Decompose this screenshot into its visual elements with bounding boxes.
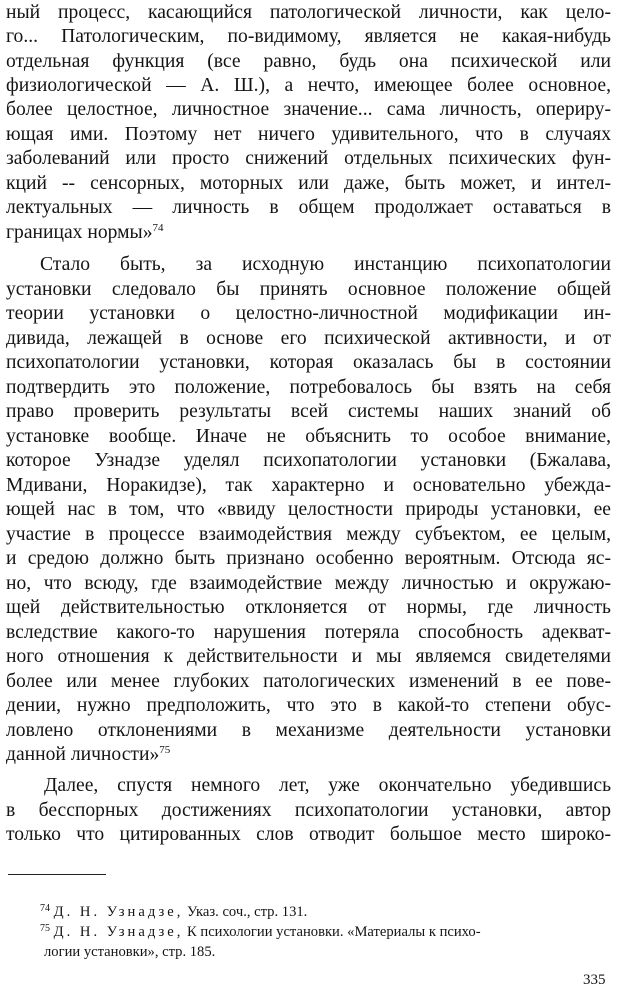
text-line: кций -- сенсорных, моторных или даже, быть может, и интел- [6, 173, 611, 194]
text-line: и средою должно быть признано особенно вероятным. Отсюда яс- [6, 548, 611, 569]
text-line-last [6, 744, 611, 766]
footnote-author: Д. Н. Узнадзе, [53, 904, 184, 920]
text-line: отдельная функция (все равно, будь она психической или [6, 51, 611, 72]
text-line: установки следовало бы принять основное положение общей [6, 279, 611, 300]
text-line: щей действительностью отклоняется от нормы, где личность [6, 597, 611, 618]
footnote-75 [40, 923, 481, 941]
text-fragment: данной личности» [6, 744, 160, 765]
footnote-text: К психологии установки. «Материалы к психо- [187, 924, 481, 940]
text-line: теории установки о целостно-личностной модификации ин- [6, 303, 611, 324]
footnote-text: Указ. соч., стр. 131. [187, 904, 308, 920]
text-line: дении, нужно предположить, что это в какой-то степени обус- [6, 695, 611, 716]
text-line: которое Узнадзе уделял психопатологии установки (Бжалава, [6, 450, 611, 471]
text-line: вследствие какого-то нарушения потеряла способность адекват- [6, 622, 611, 643]
footnote-75-continuation: логии установки», стр. 185. [44, 944, 216, 960]
text-line: Мдивани, Норакидзе), так характерно и основательно убежда- [6, 475, 611, 496]
footnote-author: Д. Н. Узнадзе, [53, 924, 184, 940]
footnote-number: 74 [40, 903, 50, 914]
text-line: более или менее глубоких патологических изменений в ее пове- [6, 671, 611, 692]
text-fragment: границах нормы» [6, 222, 153, 243]
text-line: более целостное, личностное значение... сама личность, опериру- [6, 99, 611, 120]
text-line: установке вообще. Иначе не объяснить то особое внимание, [6, 426, 611, 447]
text-line: ющая ими. Поэтому нет ничего удивительного, что в случаях [6, 124, 611, 145]
text-line: ловлено отклонениями в механизме деятельности установки [6, 720, 611, 741]
footnote-74 [40, 903, 307, 921]
text-line: лектуальных — личность в общем продолжает оставаться в [6, 197, 611, 218]
page-number: 335 [583, 972, 606, 988]
text-line: психопатологии установки, которая оказалась бы в состоянии [6, 352, 611, 373]
text-line-last [6, 222, 611, 244]
text-line: право проверить результаты всей системы наших знаний об [6, 401, 611, 422]
text-line: Далее, спустя немного лет, уже окончательно убедившись [44, 775, 611, 796]
text-line: только что цитированных слов отводит большое место широко- [6, 824, 611, 845]
footnote-divider [8, 874, 106, 875]
text-line: но, что всюду, где взаимодействие между личностью и окружаю- [6, 573, 611, 594]
footnote-number: 75 [40, 923, 50, 934]
text-line: дивида, лежащей в основе его психической активности, и от [6, 328, 611, 349]
text-line: заболеваний или просто снижений отдельных психических фун- [6, 148, 611, 169]
text-line: Стало быть, за исходную инстанцию психопатологии [40, 254, 611, 275]
text-line: ный процесс, касающийся патологической личности, как цело- [6, 2, 611, 23]
text-line: подтвердить это положение, потребовалось бы взять на себя [6, 377, 611, 398]
footnote-ref: 74 [152, 222, 164, 234]
text-line: ющей нас в том, что «ввиду целостности природы установки, ее [6, 499, 611, 520]
text-line: го... Патологическим, по-видимому, является не какая-нибудь [6, 26, 611, 47]
text-line: ного отношения к действительности и мы являемся свидетелями [6, 646, 611, 667]
text-line: физиологической — А. Ш.), а нечто, имеющее более основное, [6, 75, 611, 96]
footnote-ref: 75 [159, 744, 171, 756]
text-line: участие в процессе взаимодействия между субъектом, ее целым, [6, 524, 611, 545]
text-line: в бесспорных достижениях психопатологии установки, автор [6, 800, 611, 821]
